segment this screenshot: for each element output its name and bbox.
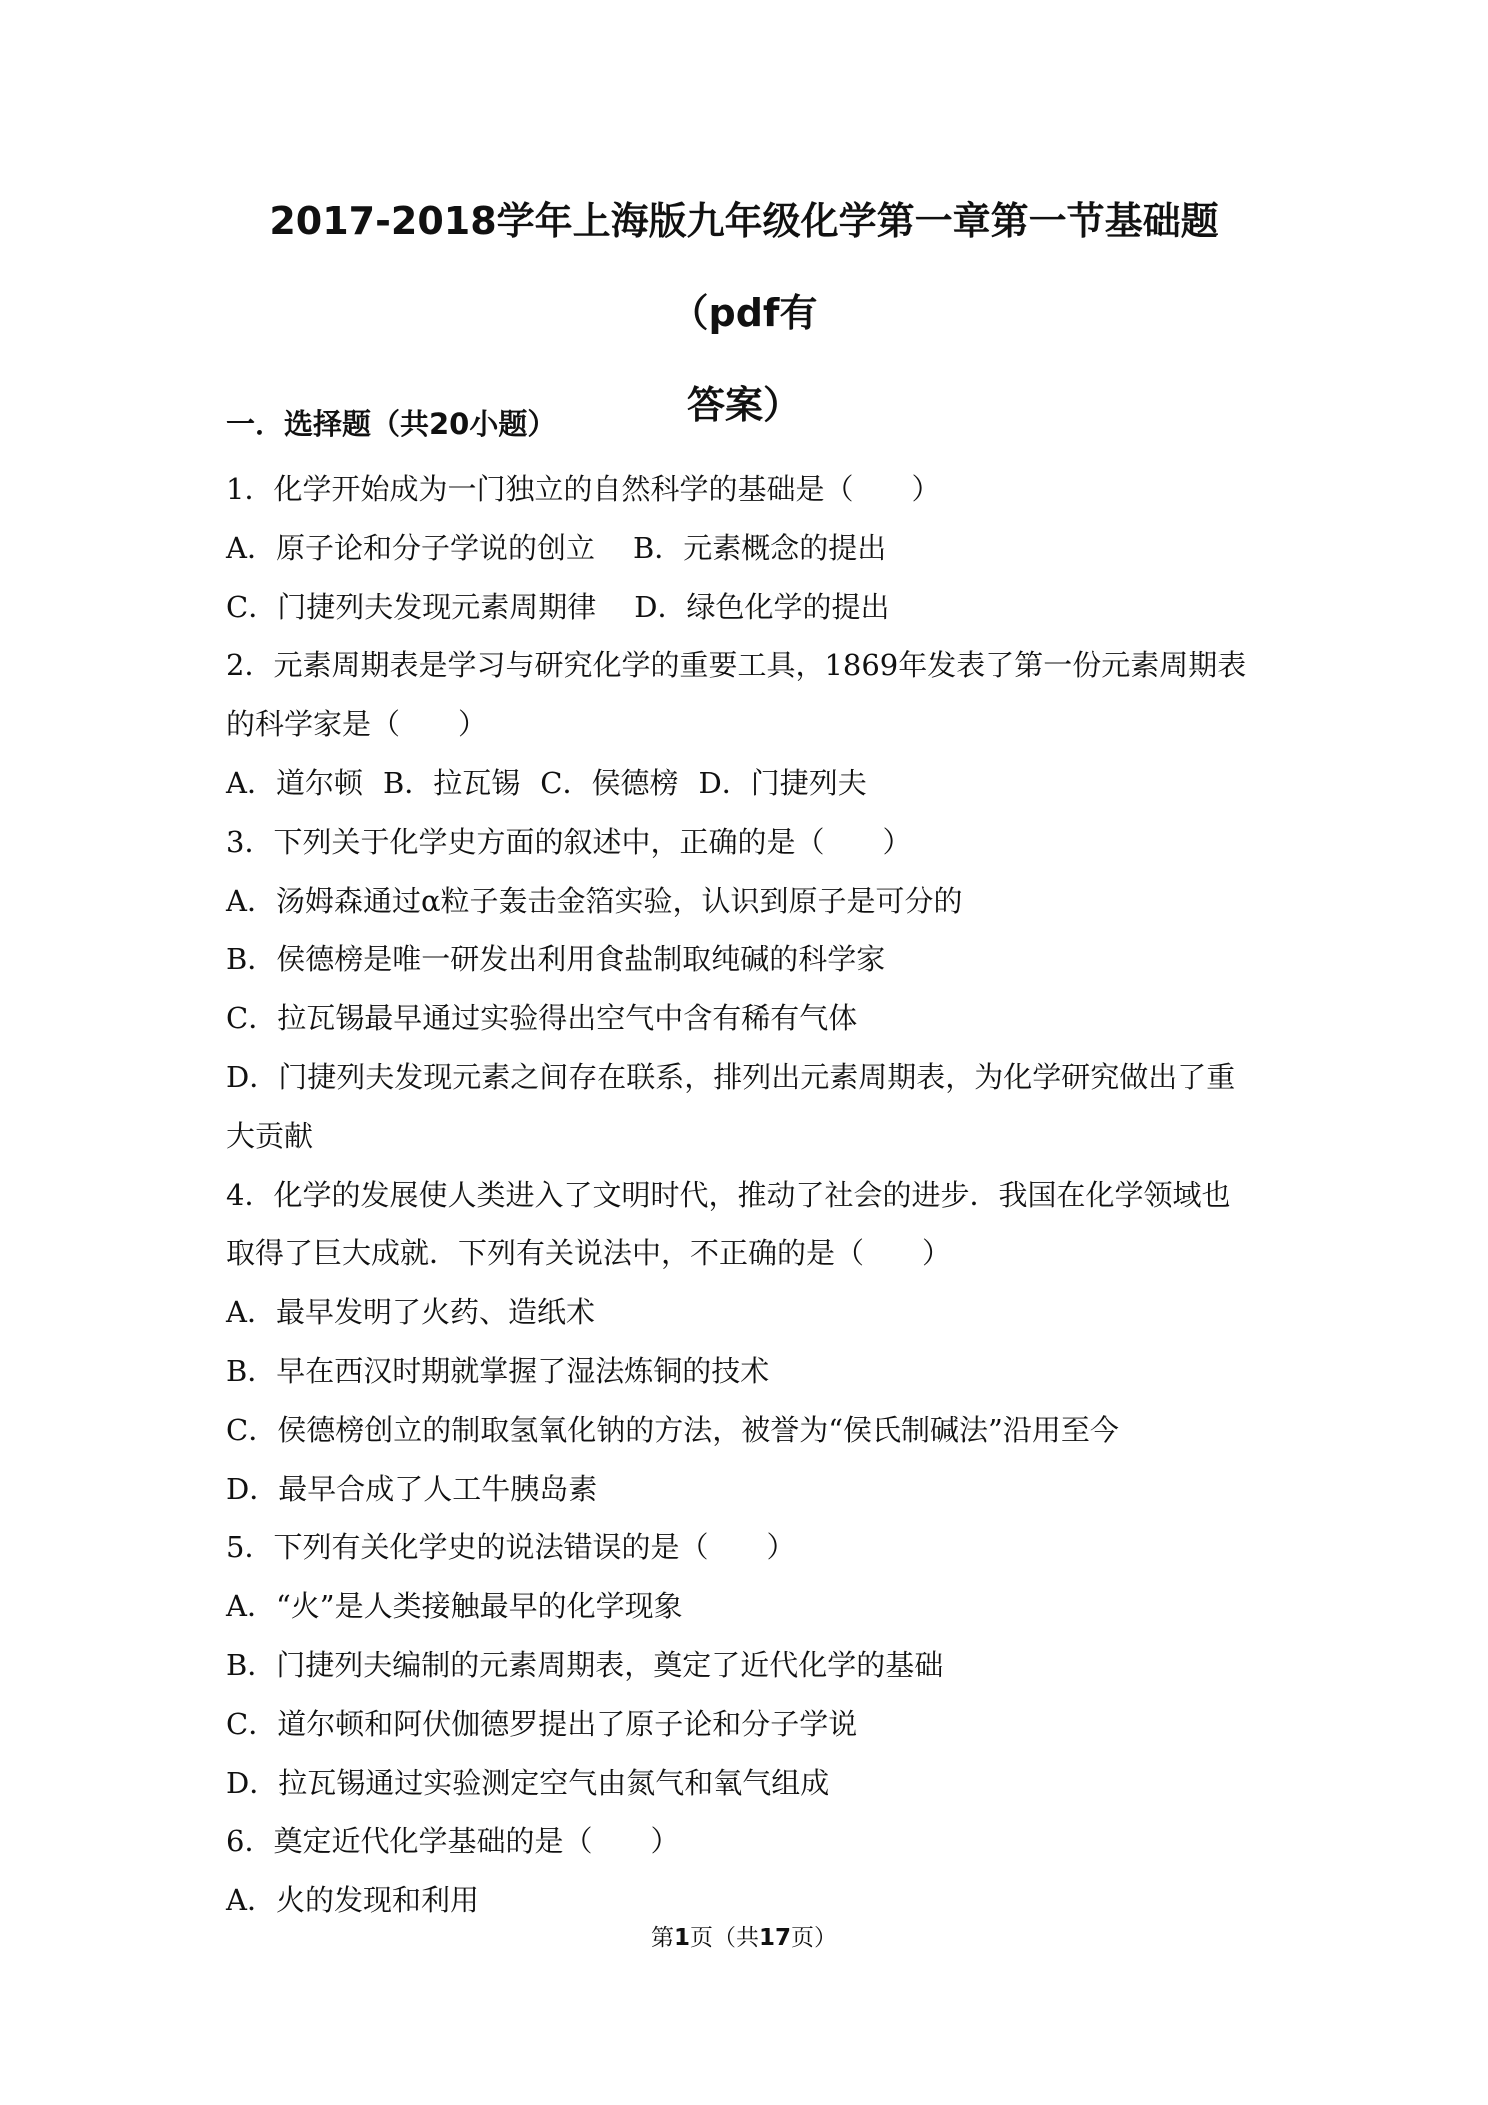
- question-2-options: [226, 754, 1266, 813]
- option-a: A．道尔顿: [226, 765, 363, 800]
- page-number: 1: [673, 1925, 690, 1951]
- section-heading: 一．选择题（共20小题）: [226, 407, 557, 441]
- title-line-1: 2017-2018学年上海版九年级化学第一章第一节基础题（pdf有: [269, 199, 1219, 335]
- question-5-option-d: D．拉瓦锡通过实验测定空气由氮气和氧气组成: [226, 1765, 830, 1800]
- question-1-options-cd: [226, 578, 1266, 637]
- question-1-options-ab: [226, 519, 1266, 578]
- option-c: C．门捷列夫发现元素周期律: [226, 589, 597, 624]
- question-3-option-c: C．拉瓦锡最早通过实验得出空气中含有稀有气体: [226, 1001, 858, 1036]
- question-6: 6．奠定近代化学基础的是（ ）: [226, 1824, 680, 1859]
- question-3-option-d-line-2: 大贡献: [226, 1118, 314, 1153]
- question-3-option-b: B．侯德榜是唯一研发出利用食盐制取纯碱的科学家: [226, 942, 886, 977]
- question-4-option-b: B．早在西汉时期就掌握了湿法炼铜的技术: [226, 1353, 770, 1388]
- footer-suffix: 页）: [791, 1925, 838, 1951]
- option-d: D．门捷列夫: [698, 765, 867, 800]
- title-line-2: 答案）: [686, 383, 801, 427]
- option-d: D．绿色化学的提出: [634, 589, 890, 624]
- question-5-option-c: C．道尔顿和阿伏伽德罗提出了原子论和分子学说: [226, 1706, 858, 1741]
- question-5-option-b: B．门捷列夫编制的元素周期表，奠定了近代化学的基础: [226, 1647, 944, 1682]
- question-5: 5．下列有关化学史的说法错误的是（ ）: [226, 1530, 796, 1565]
- question-5-option-a: A．“火”是人类接触最早的化学现象: [226, 1589, 683, 1624]
- option-b: B．拉瓦锡: [382, 765, 521, 800]
- page-total: 17: [759, 1925, 792, 1951]
- question-3-option-a: A．汤姆森通过α粒子轰击金箔实验，认识到原子是可分的: [226, 883, 963, 918]
- question-3-option-d-line-1: D．门捷列夫发现元素之间存在联系，排列出元素周期表，为化学研究做出了重: [226, 1059, 1236, 1094]
- question-1: 1．化学开始成为一门独立的自然科学的基础是（ ）: [226, 472, 941, 506]
- option-a: A．原子论和分子学说的创立: [226, 530, 595, 565]
- footer-mid: 页（共: [690, 1925, 759, 1951]
- question-2-line-1: 2．元素周期表是学习与研究化学的重要工具，1869年发表了第一份元素周期表: [226, 648, 1247, 683]
- question-6-option-a: A．火的发现和利用: [226, 1883, 479, 1918]
- question-3: 3．下列关于化学史方面的叙述中，正确的是（ ）: [226, 824, 912, 859]
- question-2-line-2: 的科学家是（ ）: [226, 707, 488, 742]
- question-list: [226, 460, 1266, 1930]
- page-footer: [0, 1922, 1488, 1954]
- option-b: B．元素概念的提出: [632, 530, 887, 565]
- footer-prefix: 第: [650, 1925, 674, 1951]
- option-c: C．侯德榜: [540, 765, 679, 800]
- question-4-option-c: C．侯德榜创立的制取氢氧化钠的方法，被誉为“侯氏制碱法”沿用至今: [226, 1412, 1119, 1447]
- question-4-option-a: A．最早发明了火药、造纸术: [226, 1295, 595, 1330]
- question-4-option-d: D．最早合成了人工牛胰岛素: [226, 1471, 598, 1506]
- question-4-line-1: 4．化学的发展使人类进入了文明时代，推动了社会的进步．我国在化学领域也: [226, 1177, 1231, 1212]
- question-4-line-2: 取得了巨大成就．下列有关说法中，不正确的是（ ）: [226, 1236, 952, 1271]
